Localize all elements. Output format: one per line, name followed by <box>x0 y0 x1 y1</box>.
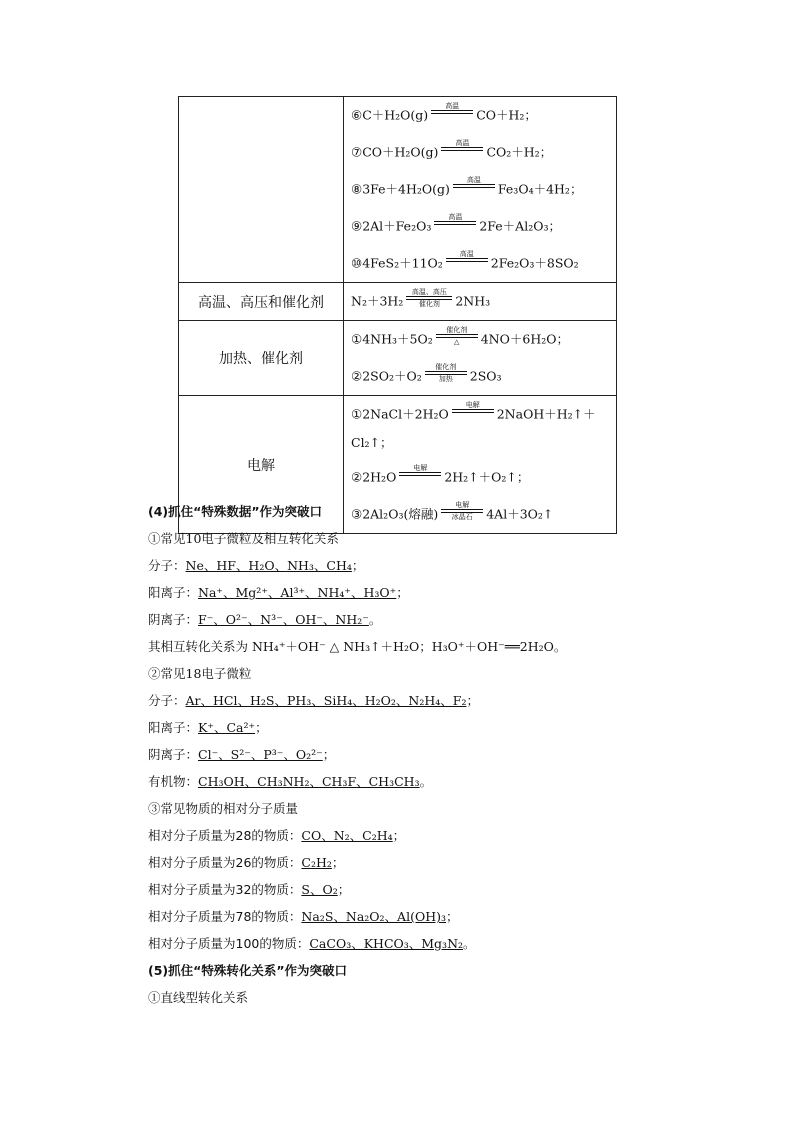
line-label: 相对分子质量为78的物质： <box>148 909 302 924</box>
equation-products: 2Fe＋Al₂O₃； <box>479 218 561 234</box>
text-line <box>148 876 668 903</box>
reaction-conditions-table <box>178 96 617 534</box>
arrow-condition-above: 高温 <box>455 139 470 147</box>
equation-products: 2H₂↑＋O₂↑； <box>444 469 530 485</box>
equation-line <box>351 171 616 208</box>
equation-line <box>351 358 616 395</box>
arrow-condition-above: 高温 <box>459 250 474 258</box>
answer-text: Cl⁻、S²⁻、P³⁻、O₂²⁻ <box>198 747 323 762</box>
equation-reactants: ⑨2Al＋Fe₂O₃ <box>351 218 432 234</box>
line-punctuation: ； <box>445 909 459 924</box>
line-punctuation: ； <box>255 720 268 735</box>
answer-text: Ne、HF、H₂O、NH₃、CH₄ <box>185 558 352 573</box>
text-line <box>148 552 668 579</box>
reaction-arrow <box>452 401 494 421</box>
equation-reactants: ⑦CO＋H₂O(g) <box>351 144 439 160</box>
arrow-condition-below <box>399 476 441 484</box>
line-punctuation: ； <box>392 828 406 843</box>
equation-reactants: ①2NaCl＋2H₂O <box>351 406 449 422</box>
equation-line <box>351 134 616 171</box>
reaction-arrow <box>434 213 476 233</box>
line-label: 阳离子： <box>148 585 199 600</box>
arrow-condition-below <box>453 188 495 196</box>
reaction-arrow <box>399 464 441 484</box>
arrow-condition-below <box>434 225 476 233</box>
answer-text: S、O₂ <box>301 882 338 897</box>
line-text: ①常见10电子微粒及相互转化关系 <box>148 531 339 546</box>
arrow-condition-above: 高温 <box>448 213 463 221</box>
line-punctuation: 。 <box>368 612 382 627</box>
equation-products: 4NO＋6H₂O； <box>480 331 569 347</box>
arrow-condition-above: 催化剂 <box>435 363 457 371</box>
equation-reactants: ③2Al₂O₃(熔融) <box>351 506 439 522</box>
line-label: 有机物： <box>148 774 199 789</box>
arrow-condition-above: 高温、高压 <box>411 288 447 296</box>
line-text: 其相互转化关系为 NH₄⁺＋OH⁻ △ NH₃↑＋H₂O；H₃O⁺＋OH⁻══2H₂O。 <box>148 639 567 654</box>
condition-cell: 高温、高压和催化剂 <box>179 283 344 321</box>
answer-text: CH₃OH、CH₃NH₂、CH₃F、CH₃CH₃ <box>198 774 420 789</box>
answer-text: Na⁺、Mg²⁺、Al³⁺、NH₄⁺、H₃O⁺ <box>198 585 397 600</box>
equation-products: 2SO₃ <box>469 368 502 384</box>
line-punctuation: ； <box>396 585 409 600</box>
equation-reactants: ⑥C＋H₂O(g) <box>351 107 429 123</box>
line-text: ①直线型转化关系 <box>148 990 249 1005</box>
equation-products: CO₂＋H₂； <box>486 144 553 160</box>
answer-text: C₂H₂ <box>301 855 332 870</box>
condition-cell <box>179 97 344 283</box>
equation-line <box>351 97 616 134</box>
answer-text: F⁻、O²⁻、N³⁻、OH⁻、NH₂⁻ <box>198 612 369 627</box>
equation-line <box>351 283 616 320</box>
equation-products: CO＋H₂； <box>476 107 537 123</box>
answer-text: CO、N₂、C₂H₄ <box>301 828 393 843</box>
reaction-arrow <box>441 139 483 159</box>
line-label: 相对分子质量为26的物质： <box>148 855 302 870</box>
arrow-condition-below <box>431 114 473 122</box>
equation-products: 2NH₃ <box>455 293 491 309</box>
condition-cell: 电解 <box>179 396 344 534</box>
line-punctuation: ； <box>322 747 336 762</box>
answer-text: Ar、HCl、H₂S、PH₃、SiH₄、H₂O₂、N₂H₄、F₂ <box>185 693 467 708</box>
reaction-arrow <box>425 363 467 383</box>
arrow-condition-above: 催化剂 <box>446 326 468 334</box>
line-label: 分子： <box>148 558 186 573</box>
table-row <box>179 283 617 321</box>
arrow-condition-below: 加热 <box>438 375 453 383</box>
document-body <box>148 498 668 1011</box>
equation-reactants: ①4NH₃＋5O₂ <box>351 331 433 347</box>
text-line <box>148 768 668 795</box>
arrow-condition-above: 电解 <box>455 501 470 509</box>
reaction-arrow <box>453 176 495 196</box>
equation-line <box>351 396 616 433</box>
text-line <box>148 957 668 984</box>
arrow-condition-above: 高温 <box>445 102 460 110</box>
reaction-arrow <box>446 250 488 270</box>
text-line <box>148 903 668 930</box>
text-line <box>148 606 668 633</box>
condition-cell: 加热、催化剂 <box>179 321 344 396</box>
equation-products: 2Fe₂O₃＋8SO₂ <box>490 255 579 271</box>
equation-reactants: ⑧3Fe＋4H₂O(g) <box>351 181 450 197</box>
equation-reactants: ②2SO₂＋O₂ <box>351 368 422 384</box>
reaction-arrow <box>431 102 473 122</box>
equations-cell <box>344 283 617 321</box>
equation-line <box>351 208 616 245</box>
equation-products: 2NaOH＋H₂↑＋ <box>496 406 596 422</box>
line-label: 阴离子： <box>148 612 199 627</box>
line-text: (5)抓住“特殊转化关系”作为突破口 <box>148 963 348 978</box>
line-label: 相对分子质量为28的物质： <box>148 828 302 843</box>
line-label: 相对分子质量为32的物质： <box>148 882 302 897</box>
equation-line <box>351 459 616 496</box>
line-punctuation: ； <box>351 558 365 573</box>
reaction-arrow <box>436 326 478 346</box>
text-line <box>148 741 668 768</box>
arrow-condition-below: 催化剂 <box>418 300 440 308</box>
equation-reactants: N₂＋3H₂ <box>351 293 404 309</box>
line-punctuation: 。 <box>463 936 476 951</box>
line-punctuation: ； <box>466 693 479 708</box>
line-punctuation: 。 <box>419 774 433 789</box>
text-line <box>148 660 668 687</box>
text-line <box>148 822 668 849</box>
equation-line <box>351 245 616 282</box>
equation-reactants: ②2H₂O <box>351 469 397 485</box>
text-line <box>148 525 668 552</box>
equation-line <box>351 321 616 358</box>
text-line <box>148 687 668 714</box>
equations-cell <box>344 97 617 283</box>
line-text: ③常见物质的相对分子质量 <box>148 801 299 816</box>
text-line <box>148 795 668 822</box>
reaction-arrow <box>406 288 452 308</box>
line-label: 相对分子质量为100的物质： <box>148 936 310 951</box>
table-row <box>179 97 617 283</box>
line-label: 阳离子： <box>148 720 199 735</box>
text-line <box>148 984 668 1011</box>
text-line <box>148 930 668 957</box>
table-row <box>179 321 617 396</box>
text-line <box>148 498 668 525</box>
arrow-condition-above: 电解 <box>413 464 428 472</box>
arrow-condition-above: 高温 <box>466 176 481 184</box>
arrow-condition-below <box>441 151 483 159</box>
line-text: ②常见18电子微粒 <box>148 666 252 681</box>
line-punctuation: ； <box>331 855 345 870</box>
line-label: 分子： <box>148 693 186 708</box>
arrow-condition-below <box>446 262 488 270</box>
arrow-condition-below: △ <box>454 338 460 346</box>
text-line <box>148 579 668 606</box>
arrow-condition-above: 电解 <box>465 401 480 409</box>
equation-products: Fe₃O₄＋4H₂； <box>497 181 583 197</box>
equation-reactants: Cl₂↑； <box>351 435 393 450</box>
arrow-condition-below <box>452 413 494 421</box>
equation-reactants: ⑩4FeS₂＋11O₂ <box>351 255 443 271</box>
arrow-condition-below: 冰晶石 <box>451 513 473 521</box>
answer-text: Na₂S、Na₂O₂、Al(OH)₃ <box>301 909 446 924</box>
equations-cell <box>344 321 617 396</box>
line-text: (4)抓住“特殊数据”作为突破口 <box>148 504 323 519</box>
line-label: 阴离子： <box>148 747 199 762</box>
equation-products: 4Al＋3O₂↑ <box>486 506 554 522</box>
line-punctuation: ； <box>337 882 351 897</box>
answer-text: K⁺、Ca²⁺ <box>198 720 256 735</box>
text-line <box>148 849 668 876</box>
equation-line <box>351 433 616 459</box>
text-line <box>148 714 668 741</box>
answer-text: CaCO₃、KHCO₃、Mg₃N₂ <box>309 936 464 951</box>
text-line <box>148 633 668 660</box>
